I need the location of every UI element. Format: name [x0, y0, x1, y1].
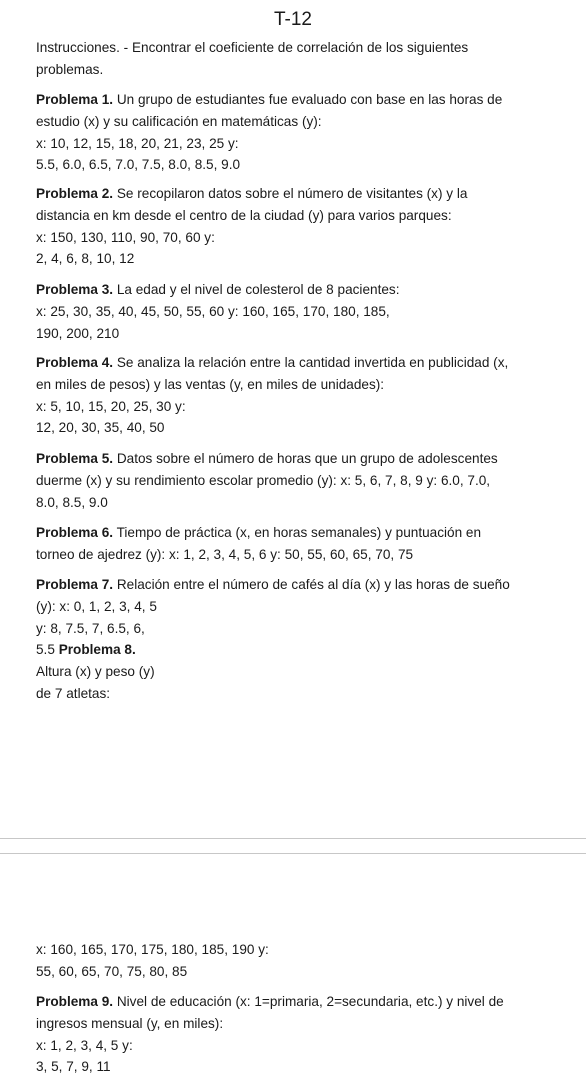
- problem-3-values-1: x: 25, 30, 35, 40, 45, 50, 55, 60 y: 160, 165, 170, 180, 185,: [36, 303, 390, 319]
- problem-9-line-1: [36, 991, 556, 1013]
- problem-7-line-4: [36, 639, 556, 661]
- problem-5-label: Problema 5.: [36, 451, 114, 466]
- page-title: T-12: [273, 9, 313, 30]
- problem-7-label: Problema 7.: [36, 577, 114, 592]
- problem-2: [36, 183, 556, 270]
- problem-2-y-values: 2, 4, 6, 8, 10, 12: [36, 251, 135, 267]
- problem-5-line-1: [36, 448, 556, 470]
- problem-2-line-2: distancia en km desde el centro de la ciudad (y) para varios parques:: [36, 207, 452, 223]
- problem-4-y-values: 12, 20, 30, 35, 40, 50: [36, 420, 165, 436]
- problem-4-x-values: x: 5, 10, 15, 20, 25, 30 y:: [36, 398, 186, 414]
- problem-9-y-values: 3, 5, 7, 9, 11: [36, 1059, 111, 1075]
- problem-3-line-1: [36, 279, 556, 301]
- problem-2-text: Se recopilaron datos sobre el número de visitantes (x) y la: [113, 186, 468, 201]
- instructions-line-1: Instrucciones. - Encontrar el coeficiente de correlación de los siguientes: [36, 40, 469, 55]
- problem-3: [36, 279, 556, 344]
- problem-7-line-3: y: 8, 7.5, 7, 6.5, 6,: [36, 620, 145, 636]
- page-break-divider-top: [0, 838, 586, 839]
- instructions-line-2: problemas.: [36, 61, 104, 77]
- problem-4: [36, 352, 556, 439]
- problem-7: [36, 574, 556, 661]
- problem-8-label: Problema 8.: [58, 642, 136, 658]
- problem-5-line-2: duerme (x) y su rendimiento escolar promedio (y): x: 5, 6, 7, 8, 9 y: 6.0, 7.0,: [36, 472, 491, 488]
- problem-5-text: Datos sobre el número de horas que un grupo de adolescentes: [113, 451, 498, 466]
- problem-3-values-2: 190, 200, 210: [36, 325, 120, 341]
- problem-7-line-1: [36, 574, 556, 596]
- problem-1-label: Problema 1.: [36, 92, 114, 107]
- problem-8-values: [36, 939, 556, 983]
- problem-6-label: Problema 6.: [36, 525, 114, 540]
- problem-2-label: Problema 2.: [36, 186, 114, 201]
- problem-5: [36, 448, 556, 513]
- page-break-divider-bottom: [0, 853, 586, 854]
- instructions: [36, 37, 556, 81]
- problem-7-line-2: (y): x: 0, 1, 2, 3, 4, 5: [36, 598, 157, 614]
- problem-9: [36, 991, 556, 1078]
- problem-1-line-2: estudio (x) y su calificación en matemáticas (y):: [36, 113, 322, 129]
- problem-4-label: Problema 4.: [36, 355, 114, 370]
- problem-1-y-values: 5.5, 6.0, 6.5, 7.0, 7.5, 8.0, 8.5, 9.0: [36, 157, 241, 173]
- problem-9-text: Nivel de educación (x: 1=primaria, 2=secundaria, etc.) y nivel de: [113, 994, 504, 1009]
- problem-8-line-1: Altura (x) y peso (y): [36, 664, 155, 679]
- problem-9-x-values: x: 1, 2, 3, 4, 5 y:: [36, 1037, 133, 1053]
- problem-7-last-value: 5.5: [36, 642, 59, 658]
- problem-2-line-1: [36, 183, 556, 205]
- problem-3-text: La edad y el nivel de colesterol de 8 pacientes:: [113, 282, 400, 297]
- problem-6-text: Tiempo de práctica (x, en horas semanales) y puntuación en: [113, 525, 482, 540]
- problem-9-label: Problema 9.: [36, 994, 114, 1009]
- problem-1: [36, 89, 556, 176]
- problem-7-text: Relación entre el número de cafés al día (x) y las horas de sueño: [113, 577, 510, 592]
- problem-1-text: Un grupo de estudiantes fue evaluado con base en las horas de: [113, 92, 503, 107]
- problem-8-description: [36, 661, 556, 705]
- problem-8-x-values: x: 160, 165, 170, 175, 180, 185, 190 y:: [36, 942, 269, 957]
- problem-4-line-2: en miles de pesos) y las ventas (y, en miles de unidades):: [36, 376, 385, 392]
- problem-4-text: Se analiza la relación entre la cantidad invertida en publicidad (x,: [113, 355, 509, 370]
- problem-1-x-values: x: 10, 12, 15, 18, 20, 21, 23, 25 y:: [36, 135, 239, 151]
- problem-5-line-3: 8.0, 8.5, 9.0: [36, 494, 108, 510]
- problem-8-line-2: de 7 atletas:: [36, 685, 111, 701]
- problem-6: [36, 522, 556, 566]
- problem-2-x-values: x: 150, 130, 110, 90, 70, 60 y:: [36, 229, 215, 245]
- problem-6-line-1: [36, 522, 556, 544]
- problem-1-line-1: [36, 89, 556, 111]
- problem-9-line-2: ingresos mensual (y, en miles):: [36, 1015, 224, 1031]
- problem-8-y-values: 55, 60, 65, 70, 75, 80, 85: [36, 963, 188, 979]
- problem-4-line-1: [36, 352, 556, 374]
- problem-3-label: Problema 3.: [36, 282, 114, 297]
- problem-6-line-2: torneo de ajedrez (y): x: 1, 2, 3, 4, 5, 6 y: 50, 55, 60, 65, 70, 75: [36, 546, 414, 562]
